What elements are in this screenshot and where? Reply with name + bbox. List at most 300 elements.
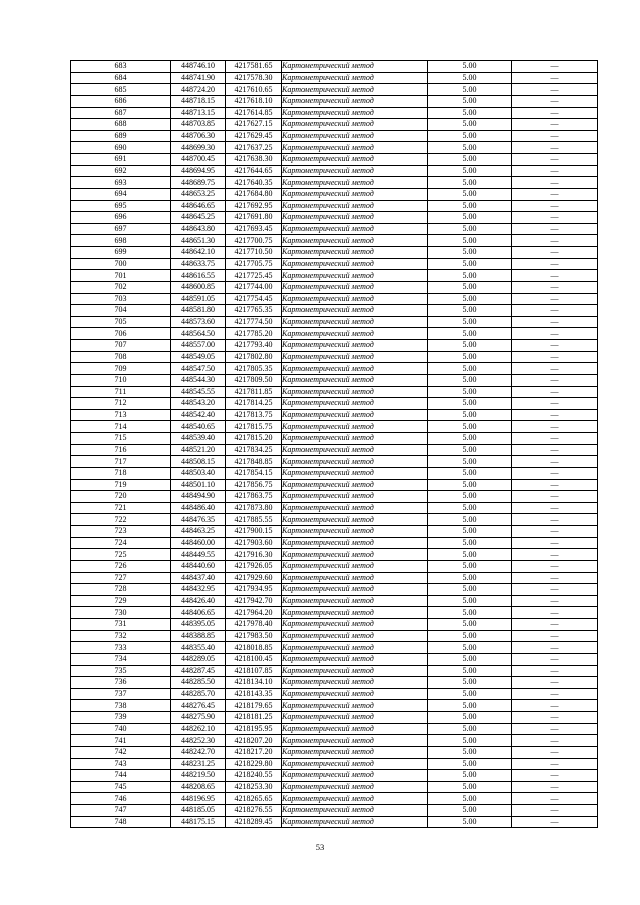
- description-cell: —: [512, 130, 598, 142]
- y-coordinate-cell: 4217640.35: [226, 177, 282, 189]
- method-cell: Картометрический метод: [282, 258, 428, 270]
- table-row: [71, 247, 598, 259]
- x-coordinate-cell: 448633.75: [171, 258, 226, 270]
- x-coordinate-cell: 448437.40: [171, 572, 226, 584]
- accuracy-cell: 5.00: [428, 247, 512, 259]
- method-cell: Картометрический метод: [282, 316, 428, 328]
- accuracy-cell: 5.00: [428, 188, 512, 200]
- x-coordinate-cell: 448718.15: [171, 95, 226, 107]
- point-number-cell: 711: [71, 386, 171, 398]
- description-cell: —: [512, 746, 598, 758]
- point-number-cell: 693: [71, 177, 171, 189]
- accuracy-cell: 5.00: [428, 281, 512, 293]
- point-number-cell: 684: [71, 72, 171, 84]
- accuracy-cell: 5.00: [428, 479, 512, 491]
- accuracy-cell: 5.00: [428, 735, 512, 747]
- description-cell: —: [512, 584, 598, 596]
- accuracy-cell: 5.00: [428, 526, 512, 538]
- x-coordinate-cell: 448486.40: [171, 502, 226, 514]
- method-cell: Картометрический метод: [282, 119, 428, 131]
- accuracy-cell: 5.00: [428, 165, 512, 177]
- method-cell: Картометрический метод: [282, 270, 428, 282]
- point-number-cell: 726: [71, 560, 171, 572]
- point-number-cell: 728: [71, 584, 171, 596]
- y-coordinate-cell: 4217934.95: [226, 584, 282, 596]
- accuracy-cell: 5.00: [428, 665, 512, 677]
- y-coordinate-cell: 4217693.45: [226, 223, 282, 235]
- x-coordinate-cell: 448242.70: [171, 746, 226, 758]
- description-cell: —: [512, 374, 598, 386]
- table-row: [71, 607, 598, 619]
- method-cell: Картометрический метод: [282, 479, 428, 491]
- description-cell: —: [512, 688, 598, 700]
- method-cell: Картометрический метод: [282, 293, 428, 305]
- table-row: [71, 340, 598, 352]
- description-cell: —: [512, 247, 598, 259]
- point-number-cell: 704: [71, 305, 171, 317]
- table-row: [71, 119, 598, 131]
- method-cell: Картометрический метод: [282, 409, 428, 421]
- x-coordinate-cell: 448196.95: [171, 793, 226, 805]
- description-cell: —: [512, 735, 598, 747]
- y-coordinate-cell: 4218179.65: [226, 700, 282, 712]
- method-cell: Картометрический метод: [282, 642, 428, 654]
- table-row: [71, 142, 598, 154]
- description-cell: —: [512, 642, 598, 654]
- x-coordinate-cell: 448219.50: [171, 770, 226, 782]
- method-cell: Картометрический метод: [282, 665, 428, 677]
- point-number-cell: 689: [71, 130, 171, 142]
- description-cell: —: [512, 270, 598, 282]
- y-coordinate-cell: 4217705.75: [226, 258, 282, 270]
- table-row: [71, 328, 598, 340]
- y-coordinate-cell: 4217900.15: [226, 526, 282, 538]
- y-coordinate-cell: 4217863.75: [226, 491, 282, 503]
- accuracy-cell: 5.00: [428, 560, 512, 572]
- point-number-cell: 687: [71, 107, 171, 119]
- accuracy-cell: 5.00: [428, 781, 512, 793]
- x-coordinate-cell: 448355.40: [171, 642, 226, 654]
- x-coordinate-cell: 448262.10: [171, 723, 226, 735]
- point-number-cell: 708: [71, 351, 171, 363]
- point-number-cell: 709: [71, 363, 171, 375]
- y-coordinate-cell: 4217942.70: [226, 595, 282, 607]
- x-coordinate-cell: 448476.35: [171, 514, 226, 526]
- method-cell: Картометрический метод: [282, 328, 428, 340]
- point-number-cell: 703: [71, 293, 171, 305]
- x-coordinate-cell: 448703.85: [171, 119, 226, 131]
- accuracy-cell: 5.00: [428, 805, 512, 817]
- point-number-cell: 730: [71, 607, 171, 619]
- y-coordinate-cell: 4217813.75: [226, 409, 282, 421]
- accuracy-cell: 5.00: [428, 467, 512, 479]
- y-coordinate-cell: 4217581.65: [226, 61, 282, 73]
- method-cell: Картометрический метод: [282, 467, 428, 479]
- x-coordinate-cell: 448440.60: [171, 560, 226, 572]
- description-cell: —: [512, 572, 598, 584]
- description-cell: —: [512, 212, 598, 224]
- method-cell: Картометрический метод: [282, 398, 428, 410]
- x-coordinate-cell: 448463.25: [171, 526, 226, 538]
- point-number-cell: 741: [71, 735, 171, 747]
- y-coordinate-cell: 4217802.80: [226, 351, 282, 363]
- table-row: [71, 456, 598, 468]
- method-cell: Картометрический метод: [282, 793, 428, 805]
- point-number-cell: 710: [71, 374, 171, 386]
- table-row: [71, 700, 598, 712]
- table-row: [71, 351, 598, 363]
- x-coordinate-cell: 448646.65: [171, 200, 226, 212]
- table-row: [71, 805, 598, 817]
- point-number-cell: 706: [71, 328, 171, 340]
- point-number-cell: 695: [71, 200, 171, 212]
- y-coordinate-cell: 4218018.85: [226, 642, 282, 654]
- method-cell: Картометрический метод: [282, 212, 428, 224]
- accuracy-cell: 5.00: [428, 84, 512, 96]
- accuracy-cell: 5.00: [428, 595, 512, 607]
- x-coordinate-cell: 448275.90: [171, 712, 226, 724]
- point-number-cell: 686: [71, 95, 171, 107]
- y-coordinate-cell: 4217814.25: [226, 398, 282, 410]
- table-row: [71, 130, 598, 142]
- accuracy-cell: 5.00: [428, 642, 512, 654]
- method-cell: Картометрический метод: [282, 549, 428, 561]
- point-number-cell: 698: [71, 235, 171, 247]
- accuracy-cell: 5.00: [428, 386, 512, 398]
- x-coordinate-cell: 448175.15: [171, 816, 226, 828]
- description-cell: —: [512, 433, 598, 445]
- point-number-cell: 746: [71, 793, 171, 805]
- description-cell: —: [512, 630, 598, 642]
- table-row: [71, 758, 598, 770]
- description-cell: —: [512, 84, 598, 96]
- accuracy-cell: 5.00: [428, 514, 512, 526]
- x-coordinate-cell: 448581.80: [171, 305, 226, 317]
- table-row: [71, 746, 598, 758]
- x-coordinate-cell: 448573.60: [171, 316, 226, 328]
- accuracy-cell: 5.00: [428, 700, 512, 712]
- coordinates-table: [70, 60, 598, 828]
- y-coordinate-cell: 4217629.45: [226, 130, 282, 142]
- point-number-cell: 719: [71, 479, 171, 491]
- method-cell: Картометрический метод: [282, 177, 428, 189]
- table-row: [71, 421, 598, 433]
- point-number-cell: 685: [71, 84, 171, 96]
- y-coordinate-cell: 4217637.25: [226, 142, 282, 154]
- y-coordinate-cell: 4217691.80: [226, 212, 282, 224]
- point-number-cell: 720: [71, 491, 171, 503]
- description-cell: —: [512, 223, 598, 235]
- point-number-cell: 740: [71, 723, 171, 735]
- y-coordinate-cell: 4217710.50: [226, 247, 282, 259]
- x-coordinate-cell: 448494.90: [171, 491, 226, 503]
- accuracy-cell: 5.00: [428, 653, 512, 665]
- x-coordinate-cell: 448285.70: [171, 688, 226, 700]
- description-cell: —: [512, 712, 598, 724]
- y-coordinate-cell: 4217700.75: [226, 235, 282, 247]
- method-cell: Картометрический метод: [282, 816, 428, 828]
- point-number-cell: 718: [71, 467, 171, 479]
- x-coordinate-cell: 448616.55: [171, 270, 226, 282]
- x-coordinate-cell: 448549.05: [171, 351, 226, 363]
- y-coordinate-cell: 4218276.55: [226, 805, 282, 817]
- method-cell: Картометрический метод: [282, 247, 428, 259]
- table-row: [71, 642, 598, 654]
- y-coordinate-cell: 4217885.55: [226, 514, 282, 526]
- point-number-cell: 702: [71, 281, 171, 293]
- description-cell: —: [512, 467, 598, 479]
- x-coordinate-cell: 448406.65: [171, 607, 226, 619]
- x-coordinate-cell: 448724.20: [171, 84, 226, 96]
- accuracy-cell: 5.00: [428, 398, 512, 410]
- table-row: [71, 281, 598, 293]
- table-row: [71, 653, 598, 665]
- y-coordinate-cell: 4217834.25: [226, 444, 282, 456]
- point-number-cell: 692: [71, 165, 171, 177]
- accuracy-cell: 5.00: [428, 119, 512, 131]
- method-cell: Картометрический метод: [282, 281, 428, 293]
- method-cell: Картометрический метод: [282, 758, 428, 770]
- x-coordinate-cell: 448543.20: [171, 398, 226, 410]
- point-number-cell: 697: [71, 223, 171, 235]
- accuracy-cell: 5.00: [428, 712, 512, 724]
- x-coordinate-cell: 448746.10: [171, 61, 226, 73]
- method-cell: Картометрический метод: [282, 805, 428, 817]
- x-coordinate-cell: 448694.95: [171, 165, 226, 177]
- description-cell: —: [512, 781, 598, 793]
- accuracy-cell: 5.00: [428, 61, 512, 73]
- point-number-cell: 738: [71, 700, 171, 712]
- description-cell: —: [512, 491, 598, 503]
- table-row: [71, 363, 598, 375]
- description-cell: —: [512, 793, 598, 805]
- x-coordinate-cell: 448501.10: [171, 479, 226, 491]
- description-cell: —: [512, 770, 598, 782]
- y-coordinate-cell: 4218181.25: [226, 712, 282, 724]
- method-cell: Картометрический метод: [282, 712, 428, 724]
- accuracy-cell: 5.00: [428, 723, 512, 735]
- description-cell: —: [512, 619, 598, 631]
- description-cell: —: [512, 816, 598, 828]
- y-coordinate-cell: 4217848.85: [226, 456, 282, 468]
- accuracy-cell: 5.00: [428, 456, 512, 468]
- description-cell: —: [512, 107, 598, 119]
- point-number-cell: 743: [71, 758, 171, 770]
- point-number-cell: 748: [71, 816, 171, 828]
- point-number-cell: 712: [71, 398, 171, 410]
- accuracy-cell: 5.00: [428, 619, 512, 631]
- y-coordinate-cell: 4217627.15: [226, 119, 282, 131]
- y-coordinate-cell: 4217614.85: [226, 107, 282, 119]
- accuracy-cell: 5.00: [428, 270, 512, 282]
- page-number: 53: [315, 842, 325, 852]
- x-coordinate-cell: 448449.55: [171, 549, 226, 561]
- table-row: [71, 84, 598, 96]
- table-row: [71, 386, 598, 398]
- table-row: [71, 235, 598, 247]
- accuracy-cell: 5.00: [428, 502, 512, 514]
- method-cell: Картометрический метод: [282, 502, 428, 514]
- point-number-cell: 688: [71, 119, 171, 131]
- description-cell: —: [512, 154, 598, 166]
- accuracy-cell: 5.00: [428, 793, 512, 805]
- table-row: [71, 444, 598, 456]
- description-cell: —: [512, 758, 598, 770]
- y-coordinate-cell: 4217873.80: [226, 502, 282, 514]
- description-cell: —: [512, 526, 598, 538]
- point-number-cell: 694: [71, 188, 171, 200]
- method-cell: Картометрический метод: [282, 735, 428, 747]
- y-coordinate-cell: 4218207.20: [226, 735, 282, 747]
- y-coordinate-cell: 4217765.35: [226, 305, 282, 317]
- method-cell: Картометрический метод: [282, 188, 428, 200]
- accuracy-cell: 5.00: [428, 212, 512, 224]
- x-coordinate-cell: 448508.15: [171, 456, 226, 468]
- method-cell: Картометрический метод: [282, 572, 428, 584]
- x-coordinate-cell: 448185.05: [171, 805, 226, 817]
- description-cell: —: [512, 456, 598, 468]
- description-cell: —: [512, 398, 598, 410]
- description-cell: —: [512, 502, 598, 514]
- point-number-cell: 732: [71, 630, 171, 642]
- y-coordinate-cell: 4217916.30: [226, 549, 282, 561]
- description-cell: —: [512, 677, 598, 689]
- description-cell: —: [512, 479, 598, 491]
- method-cell: Картометрический метод: [282, 130, 428, 142]
- y-coordinate-cell: 4218195.95: [226, 723, 282, 735]
- description-cell: —: [512, 293, 598, 305]
- accuracy-cell: 5.00: [428, 816, 512, 828]
- y-coordinate-cell: 4217856.75: [226, 479, 282, 491]
- table-row: [71, 467, 598, 479]
- method-cell: Картометрический метод: [282, 677, 428, 689]
- point-number-cell: 725: [71, 549, 171, 561]
- method-cell: Картометрический метод: [282, 653, 428, 665]
- accuracy-cell: 5.00: [428, 258, 512, 270]
- description-cell: —: [512, 409, 598, 421]
- description-cell: —: [512, 560, 598, 572]
- point-number-cell: 701: [71, 270, 171, 282]
- x-coordinate-cell: 448741.90: [171, 72, 226, 84]
- accuracy-cell: 5.00: [428, 130, 512, 142]
- point-number-cell: 683: [71, 61, 171, 73]
- table-row: [71, 723, 598, 735]
- y-coordinate-cell: 4218229.80: [226, 758, 282, 770]
- y-coordinate-cell: 4217964.20: [226, 607, 282, 619]
- point-number-cell: 700: [71, 258, 171, 270]
- method-cell: Картометрический метод: [282, 746, 428, 758]
- method-cell: Картометрический метод: [282, 363, 428, 375]
- description-cell: —: [512, 549, 598, 561]
- table-row: [71, 95, 598, 107]
- point-number-cell: 737: [71, 688, 171, 700]
- method-cell: Картометрический метод: [282, 386, 428, 398]
- accuracy-cell: 5.00: [428, 409, 512, 421]
- description-cell: —: [512, 700, 598, 712]
- accuracy-cell: 5.00: [428, 328, 512, 340]
- table-row: [71, 491, 598, 503]
- point-number-cell: 729: [71, 595, 171, 607]
- description-cell: —: [512, 95, 598, 107]
- table-row: [71, 305, 598, 317]
- accuracy-cell: 5.00: [428, 340, 512, 352]
- accuracy-cell: 5.00: [428, 444, 512, 456]
- description-cell: —: [512, 595, 598, 607]
- table-row: [71, 793, 598, 805]
- table-row: [71, 526, 598, 538]
- method-cell: Картометрический метод: [282, 421, 428, 433]
- accuracy-cell: 5.00: [428, 235, 512, 247]
- method-cell: Картометрический метод: [282, 351, 428, 363]
- table-row: [71, 665, 598, 677]
- y-coordinate-cell: 4217684.80: [226, 188, 282, 200]
- accuracy-cell: 5.00: [428, 177, 512, 189]
- table-row: [71, 374, 598, 386]
- x-coordinate-cell: 448289.05: [171, 653, 226, 665]
- method-cell: Картометрический метод: [282, 142, 428, 154]
- accuracy-cell: 5.00: [428, 374, 512, 386]
- table-row: [71, 537, 598, 549]
- method-cell: Картометрический метод: [282, 619, 428, 631]
- point-number-cell: 747: [71, 805, 171, 817]
- table-row: [71, 107, 598, 119]
- point-number-cell: 735: [71, 665, 171, 677]
- table-row: [71, 165, 598, 177]
- table-row: [71, 770, 598, 782]
- x-coordinate-cell: 448547.50: [171, 363, 226, 375]
- table-row: [71, 200, 598, 212]
- x-coordinate-cell: 448557.00: [171, 340, 226, 352]
- y-coordinate-cell: 4218143.35: [226, 688, 282, 700]
- x-coordinate-cell: 448503.40: [171, 467, 226, 479]
- y-coordinate-cell: 4218265.65: [226, 793, 282, 805]
- y-coordinate-cell: 4217815.20: [226, 433, 282, 445]
- description-cell: —: [512, 235, 598, 247]
- description-cell: —: [512, 723, 598, 735]
- table-row: [71, 735, 598, 747]
- table-row: [71, 688, 598, 700]
- point-number-cell: 727: [71, 572, 171, 584]
- table-row: [71, 154, 598, 166]
- point-number-cell: 723: [71, 526, 171, 538]
- table-row: [71, 72, 598, 84]
- y-coordinate-cell: 4217578.30: [226, 72, 282, 84]
- table-row: [71, 560, 598, 572]
- table-row: [71, 549, 598, 561]
- table-row: [71, 514, 598, 526]
- accuracy-cell: 5.00: [428, 630, 512, 642]
- y-coordinate-cell: 4217978.40: [226, 619, 282, 631]
- accuracy-cell: 5.00: [428, 223, 512, 235]
- y-coordinate-cell: 4217854.15: [226, 467, 282, 479]
- method-cell: Картометрический метод: [282, 630, 428, 642]
- x-coordinate-cell: 448432.95: [171, 584, 226, 596]
- accuracy-cell: 5.00: [428, 154, 512, 166]
- x-coordinate-cell: 448285.50: [171, 677, 226, 689]
- point-number-cell: 733: [71, 642, 171, 654]
- y-coordinate-cell: 4217618.10: [226, 95, 282, 107]
- y-coordinate-cell: 4217809.50: [226, 374, 282, 386]
- table-row: [71, 677, 598, 689]
- accuracy-cell: 5.00: [428, 746, 512, 758]
- table-row: [71, 433, 598, 445]
- table-row: [71, 223, 598, 235]
- accuracy-cell: 5.00: [428, 572, 512, 584]
- accuracy-cell: 5.00: [428, 72, 512, 84]
- point-number-cell: 705: [71, 316, 171, 328]
- method-cell: Картометрический метод: [282, 723, 428, 735]
- point-number-cell: 699: [71, 247, 171, 259]
